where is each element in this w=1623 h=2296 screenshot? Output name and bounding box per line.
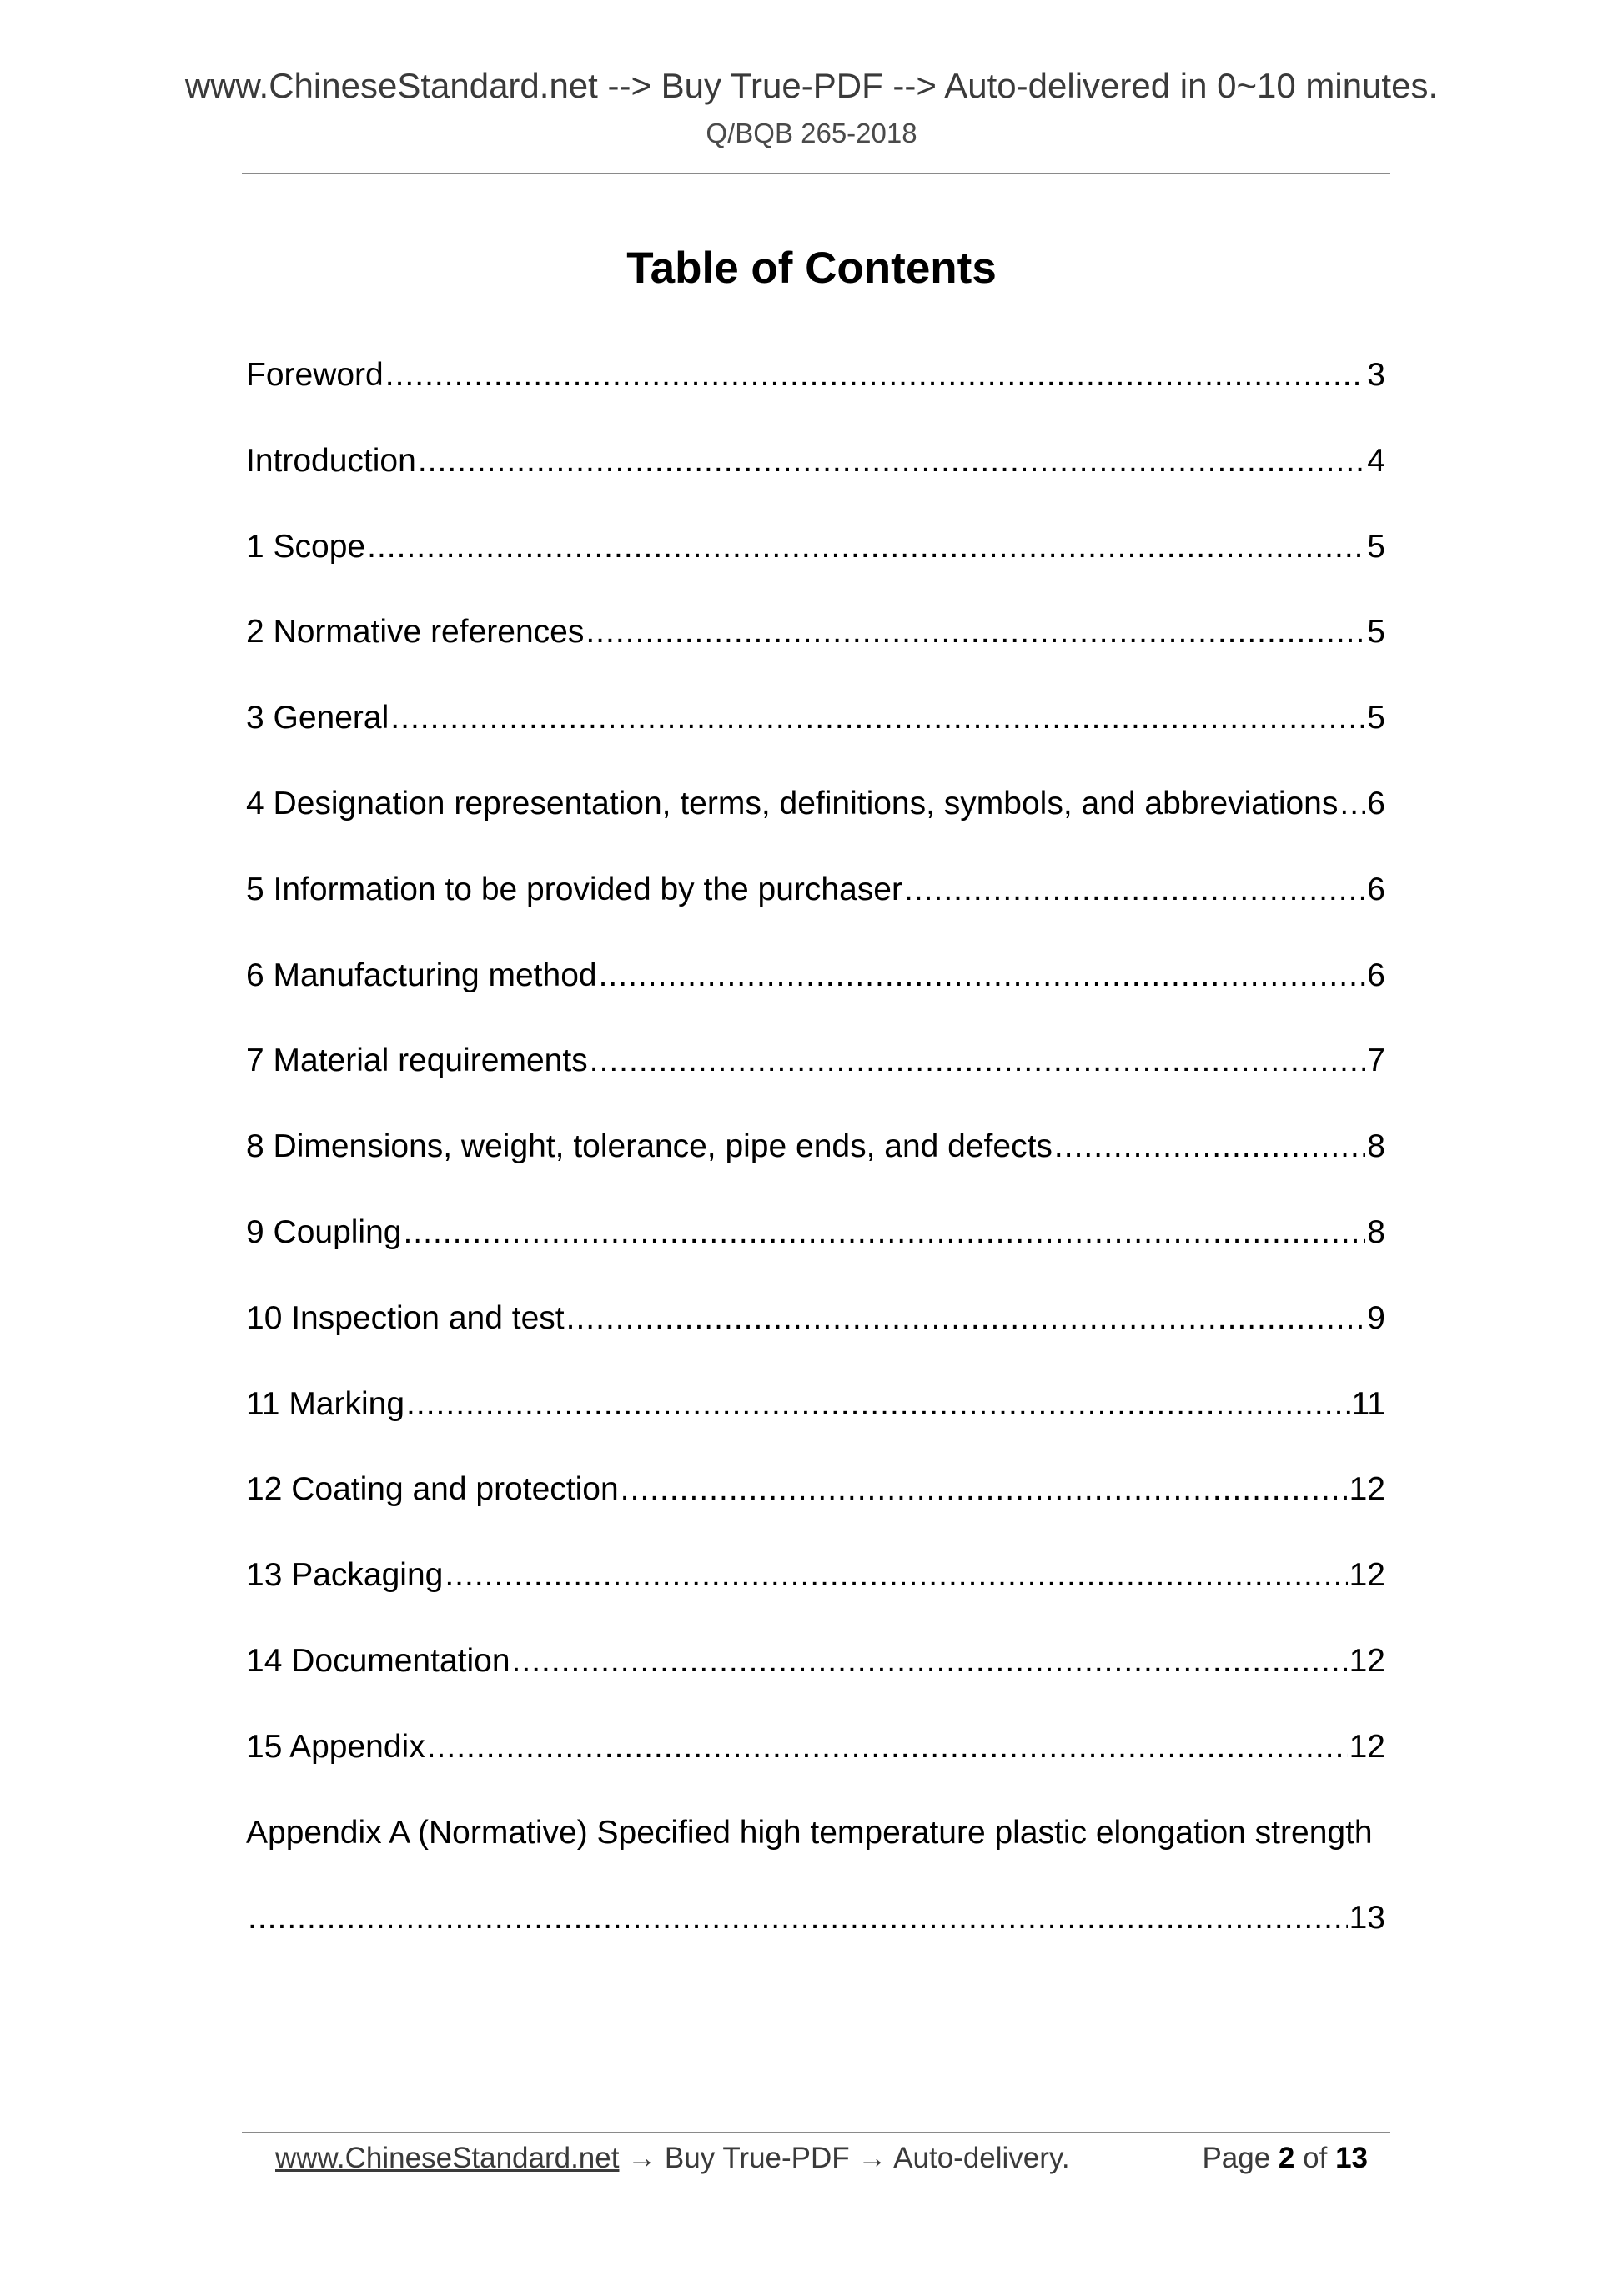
toc-entry-label: Foreword — [246, 357, 384, 393]
toc-entry-label: 12 Coating and protection — [246, 1471, 619, 1508]
page-word: Page — [1202, 2142, 1271, 2174]
toc-entry-page: 12 — [1349, 1471, 1385, 1508]
toc-entry-page: 3 — [1367, 357, 1385, 393]
page-indicator — [1202, 2133, 1368, 2183]
table-of-contents — [246, 350, 1385, 1979]
toc-entry-foreword[interactable] — [246, 350, 1385, 436]
dot-leader — [367, 522, 1365, 572]
toc-entry-label: 3 General — [246, 700, 389, 736]
toc-entry-page: 8 — [1367, 1128, 1385, 1165]
toc-entry-scope[interactable] — [246, 522, 1385, 608]
dot-leader — [1339, 779, 1365, 829]
dot-leader — [390, 693, 1365, 743]
toc-entry-page: 5 — [1367, 700, 1385, 736]
page-current: 2 — [1278, 2142, 1295, 2174]
page-total: 13 — [1335, 2142, 1368, 2174]
toc-entry-label: 15 Appendix — [246, 1728, 425, 1765]
dot-leader — [1054, 1122, 1365, 1172]
toc-entry-material-requirements[interactable] — [246, 1036, 1385, 1122]
toc-entry-packaging[interactable] — [246, 1550, 1385, 1636]
dot-leader — [406, 1379, 1349, 1429]
header-site-line: www.ChineseStandard.net --> Buy True-PDF --> Auto-delivered in 0~10 minutes. — [184, 66, 1439, 105]
toc-entry-page: 11 — [1351, 1385, 1385, 1422]
toc-entry-label: 4 Designation representation, terms, definitions, symbols, and abbreviations — [246, 785, 1339, 821]
dot-leader — [904, 865, 1365, 915]
toc-entry-page: 6 — [1367, 871, 1385, 907]
header-divider — [242, 173, 1390, 174]
dot-leader — [418, 436, 1365, 486]
toc-entry-page: 5 — [1367, 528, 1385, 565]
toc-entry-designation[interactable] — [246, 779, 1385, 865]
toc-entry-introduction[interactable] — [246, 436, 1385, 522]
toc-entry-label: 10 Inspection and test — [246, 1299, 565, 1336]
dot-leader — [427, 1722, 1348, 1772]
dot-leader — [621, 1465, 1348, 1515]
toc-entry-inspection-and-test[interactable] — [246, 1294, 1385, 1379]
dot-leader — [248, 1893, 1348, 1943]
footer-left — [275, 2133, 1070, 2183]
toc-entry-label: Appendix A (Normative) Specified high temperature plastic elongation strength — [246, 1814, 1373, 1851]
dot-leader — [566, 1294, 1366, 1344]
header-doc-code: Q/BQB 265-2018 — [706, 118, 917, 148]
dot-leader — [599, 951, 1366, 1001]
toc-entry-page: 9 — [1367, 1299, 1385, 1336]
toc-entry-page: 6 — [1367, 785, 1385, 821]
toc-entry-label: 14 Documentation — [246, 1642, 510, 1679]
toc-entry-appendix-a[interactable] — [246, 1808, 1385, 1980]
toc-entry-label: 1 Scope — [246, 528, 366, 565]
toc-entry-page: 4 — [1367, 442, 1385, 479]
toc-entry-label: 2 Normative references — [246, 614, 585, 651]
footer-tagline: → Buy True-PDF → Auto-delivery. — [627, 2142, 1070, 2174]
toc-entry-page: 12 — [1349, 1557, 1385, 1594]
toc-entry-documentation[interactable] — [246, 1636, 1385, 1722]
toc-entry-page: 5 — [1367, 614, 1385, 651]
toc-entry-continuation — [246, 1893, 1385, 1943]
toc-entry-label: 9 Coupling — [246, 1213, 402, 1250]
toc-entry-label: 8 Dimensions, weight, tolerance, pipe ends, and defects — [246, 1128, 1053, 1165]
dot-leader — [385, 350, 1366, 400]
toc-entry-marking[interactable] — [246, 1379, 1385, 1465]
dot-leader — [512, 1636, 1348, 1686]
toc-entry-label: 7 Material requirements — [246, 1042, 588, 1079]
toc-entry-page: 12 — [1349, 1728, 1385, 1765]
page-footer — [275, 2133, 1368, 2183]
dot-leader — [445, 1550, 1347, 1600]
dot-leader — [403, 1208, 1365, 1258]
footer-site-link[interactable]: www.ChineseStandard.net — [275, 2142, 620, 2174]
toc-entry-label: 6 Manufacturing method — [246, 957, 597, 993]
toc-entry-manufacturing-method[interactable] — [246, 951, 1385, 1037]
toc-entry-page: 6 — [1367, 957, 1385, 993]
page-title: Table of Contents — [626, 244, 997, 293]
dot-leader — [585, 607, 1365, 657]
toc-entry-coating-and-protection[interactable] — [246, 1465, 1385, 1550]
toc-entry-label: Introduction — [246, 442, 416, 479]
toc-entry-appendix[interactable] — [246, 1722, 1385, 1808]
toc-entry-label: 11 Marking — [246, 1385, 405, 1422]
toc-entry-coupling[interactable] — [246, 1208, 1385, 1294]
toc-entry-label: 5 Information to be provided by the purchaser — [246, 871, 902, 907]
toc-entry-page: 8 — [1367, 1213, 1385, 1250]
toc-entry-label: 13 Packaging — [246, 1557, 444, 1594]
dot-leader — [590, 1036, 1366, 1086]
toc-entry-purchaser-information[interactable] — [246, 865, 1385, 951]
of-word: of — [1303, 2142, 1328, 2174]
toc-entry-page: 7 — [1367, 1042, 1385, 1079]
toc-entry-dimensions[interactable] — [246, 1122, 1385, 1208]
toc-entry-page: 12 — [1349, 1642, 1385, 1679]
toc-entry-page: 13 — [1349, 1900, 1385, 1937]
toc-entry-general[interactable] — [246, 693, 1385, 779]
toc-entry-normative-references[interactable] — [246, 607, 1385, 693]
